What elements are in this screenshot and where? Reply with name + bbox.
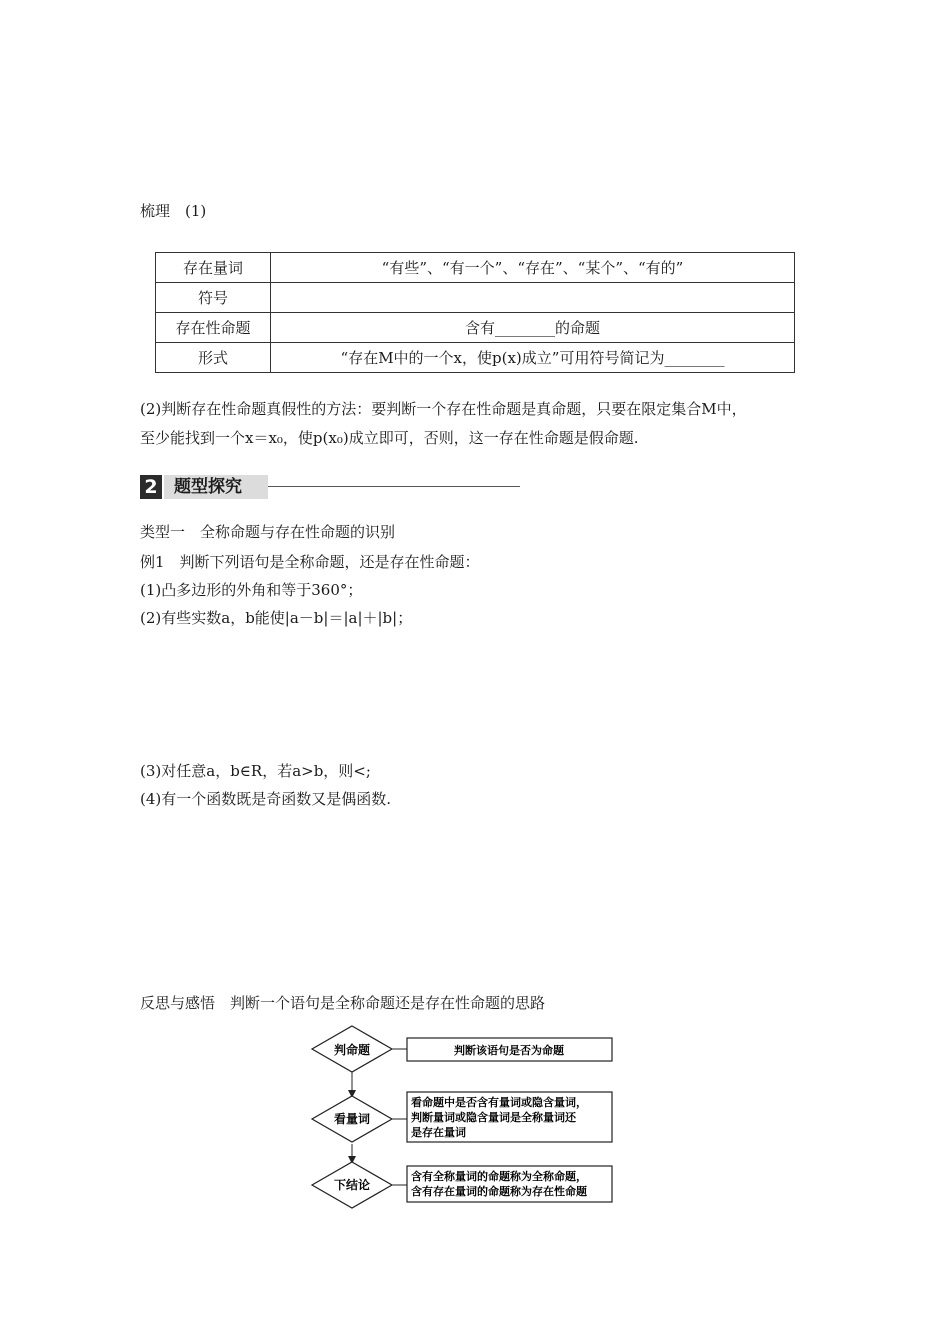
- section-title: 题型探究: [164, 475, 268, 499]
- flow-description-text: 含有全称量词的命题称为全称命题，: [411, 1170, 587, 1183]
- table-cell-label: 存在性命题: [156, 313, 271, 343]
- flowchart: [300, 1022, 630, 1212]
- flow-description-text: 看命题中是否含有量词或隐含量词，: [411, 1096, 587, 1109]
- method-paragraph-line2: 至少能找到一个x＝x₀，使p(x₀)成立即可，否则，这一存在性命题是假命题.: [140, 429, 639, 447]
- flow-description-text: 含有存在量词的命题称为存在性命题: [411, 1185, 587, 1198]
- table-row: [156, 313, 795, 343]
- table-cell-label: 符号: [156, 283, 271, 313]
- flow-step-judge-proposition: [312, 1026, 612, 1072]
- review-heading: 梳理 (1): [140, 202, 207, 220]
- example-item: (3)对任意a，b∈R，若a>b，则<;: [140, 762, 371, 780]
- existential-quantifier-table: [155, 252, 795, 373]
- flow-description-text: 判断量词或隐含量词是全称量词还: [411, 1111, 576, 1124]
- table-cell-value: 含有________的命题: [271, 313, 795, 343]
- flow-node-label: 下结论: [333, 1178, 371, 1192]
- flow-step-conclude: [312, 1162, 612, 1208]
- example-item: (4)有一个函数既是奇函数又是偶函数.: [140, 790, 392, 808]
- section-divider: [268, 486, 520, 487]
- table-row: [156, 283, 795, 313]
- flow-step-check-quantifier: [312, 1092, 612, 1142]
- example-item: (1)凸多边形的外角和等于360°；: [140, 581, 363, 599]
- reflection-title: 反思与感悟 判断一个语句是全称命题还是存在性命题的思路: [140, 994, 546, 1012]
- flow-node-label: 看量词: [333, 1112, 371, 1126]
- table-cell-label: 形式: [156, 343, 271, 373]
- type1-title: 类型一 全称命题与存在性命题的识别: [140, 523, 396, 541]
- table-cell-value: [271, 283, 795, 313]
- table-row: [156, 253, 795, 283]
- flow-description-text: 判断该语句是否为命题: [454, 1044, 564, 1057]
- method-paragraph-line1: (2)判断存在性命题真假性的方法：要判断一个存在性命题是真命题，只要在限定集合M中，: [140, 400, 747, 418]
- table-cell-value: “存在M中的一个x，使p(x)成立”可用符号简记为________: [271, 343, 795, 373]
- example-item: (2)有些实数a，b能使|a－b|＝|a|＋|b|；: [140, 609, 413, 627]
- table-cell-label: 存在量词: [156, 253, 271, 283]
- example1-prompt: 例1 判断下列语句是全称命题，还是存在性命题：: [140, 553, 480, 571]
- flow-node-label: 判命题: [333, 1043, 371, 1057]
- flow-description-text: 是存在量词: [411, 1126, 466, 1139]
- table-cell-value: “有些”、“有一个”、“存在”、“某个”、“有的”: [271, 253, 795, 283]
- table-row: [156, 343, 795, 373]
- section-number-badge: 2: [140, 475, 162, 499]
